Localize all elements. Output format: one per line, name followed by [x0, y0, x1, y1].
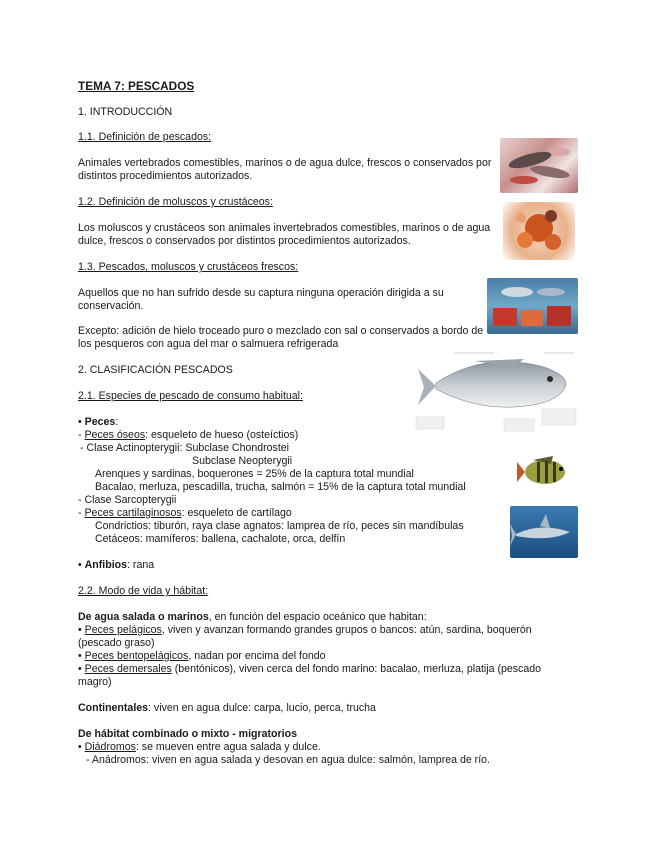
arenques-line: Arenques y sardinas, boquerones = 25% de la captura total mundial: [95, 468, 414, 480]
bento-line: • Peces bentopelágicos, nadan por encima del fondo: [78, 650, 326, 662]
bacalao-line: Bacalao, merluza, pescadilla, trucha, salmón = 15% de la captura total mundial: [95, 481, 466, 493]
mixto-heading: De hábitat combinado o mixto - migratorios: [78, 728, 297, 740]
cartil-line: - Peces cartilaginosos: esqueleto de cartílago: [78, 507, 292, 519]
salada-label: De agua salada o marinos: [78, 611, 209, 623]
section-1-3-heading: 1.3. Pescados, moluscos y crustáceos frescos:: [78, 261, 299, 273]
section-1-1-heading: 1.1. Definición de pescados:: [78, 131, 212, 143]
peces-line: • Peces:: [78, 416, 119, 428]
salada-desc: , en función del espacio oceánico que habitan:: [208, 611, 427, 623]
section-1-2-text: Los moluscos y crustáceos son animales invertebrados comestibles, marinos o de agua dulce, frescos o conservados por distintos procedimientos autorizados.: [78, 222, 491, 247]
shark-image: [510, 506, 578, 558]
bento-label: Peces bentopelágicos: [84, 650, 189, 662]
fish-market-image: [500, 138, 578, 193]
anfibios-label: Anfibios: [84, 559, 128, 571]
pelag-label: Peces pelágicos: [84, 624, 162, 636]
peces-label: Peces: [84, 416, 116, 428]
oseos-label: Peces óseos: [84, 429, 146, 441]
diadr-line: • Diádromos: se mueven entre agua salada y dulce.: [78, 741, 321, 753]
cont-label: Continentales: [78, 702, 149, 714]
perch-image: [517, 448, 573, 493]
neop-line: Subclase Neopterygii: [192, 455, 293, 467]
section-1-3-text-a: Aquellos que no han sufrido desde su captura ninguna operación dirigida a su conservación.: [78, 287, 444, 312]
pelag-line: • Peces pelágicos, viven y avanzan formando grandes grupos o bancos: atún, sardina, boquerón (pescado graso): [78, 624, 532, 649]
anfibios-line: • Anfibios: rana: [78, 559, 155, 571]
section-1-heading: 1. INTRODUCCIÓN: [78, 106, 173, 118]
section-1-2-heading: 1.2. Definición de moluscos y crustáceos:: [78, 196, 273, 208]
cartil-label: Peces cartilaginosos: [84, 507, 182, 519]
demer-label: Peces demersales: [84, 663, 172, 675]
page-title: TEMA 7: PESCADOS: [78, 79, 195, 93]
section-2-2-heading: 2.2. Modo de vida y hábitat:: [78, 585, 209, 597]
sarco-line: - Clase Sarcopterygii: [78, 494, 177, 506]
demer-desc: (bentónicos), viven cerca del fondo marino: bacalao, merluza, platija (pescado magro): [78, 663, 542, 688]
anfibios-desc: : rana: [127, 559, 155, 571]
cont-line: [78, 702, 376, 715]
oseos-desc: : esqueleto de hueso (osteíctios): [145, 429, 299, 441]
diadr-desc: : se mueven entre agua salada y dulce.: [135, 741, 321, 753]
section-2-heading: 2. CLASIFICACIÓN PESCADOS: [78, 364, 233, 376]
cont-desc: : viven en agua dulce: carpa, lucio, perca, trucha: [148, 702, 376, 714]
fresh-seafood-image: [487, 278, 578, 334]
section-1-1-text: Animales vertebrados comestibles, marinos o de agua dulce, frescos o conservados por distintos procedimientos autorizados.: [78, 157, 492, 182]
bento-desc: , nadan por encima del fondo: [188, 650, 326, 662]
section-1-3-text-b: Excepto: adición de hielo troceado puro o mezclado con sal o conservados a bordo de los pesqueros con agua del mar o salmuera refrigerada: [78, 325, 484, 350]
cartil-desc: : esqueleto de cartílago: [181, 507, 292, 519]
anadr-line: - Anádromos: viven en agua salada y desovan en agua dulce: salmón, lamprea de río.: [86, 754, 490, 766]
salada-line: [78, 611, 427, 624]
demer-line: • Peces demersales (bentónicos), viven cerca del fondo marino: bacalao, merluza, platija (pescado magro): [78, 663, 542, 688]
oseos-line: - Peces óseos: esqueleto de hueso (osteíctios): [78, 429, 299, 441]
section-2-1-heading: 2.1. Especies de pescado de consumo habitual:: [78, 390, 303, 402]
pelag-desc: , viven y avanzan formando grandes grupos o bancos: atún, sardina, boquerón (pescado graso): [78, 624, 532, 649]
diadr-label: Diádromos: [84, 741, 136, 753]
seafood-image: [503, 202, 575, 260]
fish-anatomy-image: [414, 347, 582, 435]
ceta-line: Cetáceos: mamíferos: ballena, cachalote, orca, delfín: [95, 533, 346, 545]
condr-line: Condrictios: tiburón, raya clase agnatos: lamprea de río, peces sin mandíbulas: [95, 520, 464, 532]
actino-line: - Clase Actinopterygii: Subclase Chondrostei: [80, 442, 290, 454]
